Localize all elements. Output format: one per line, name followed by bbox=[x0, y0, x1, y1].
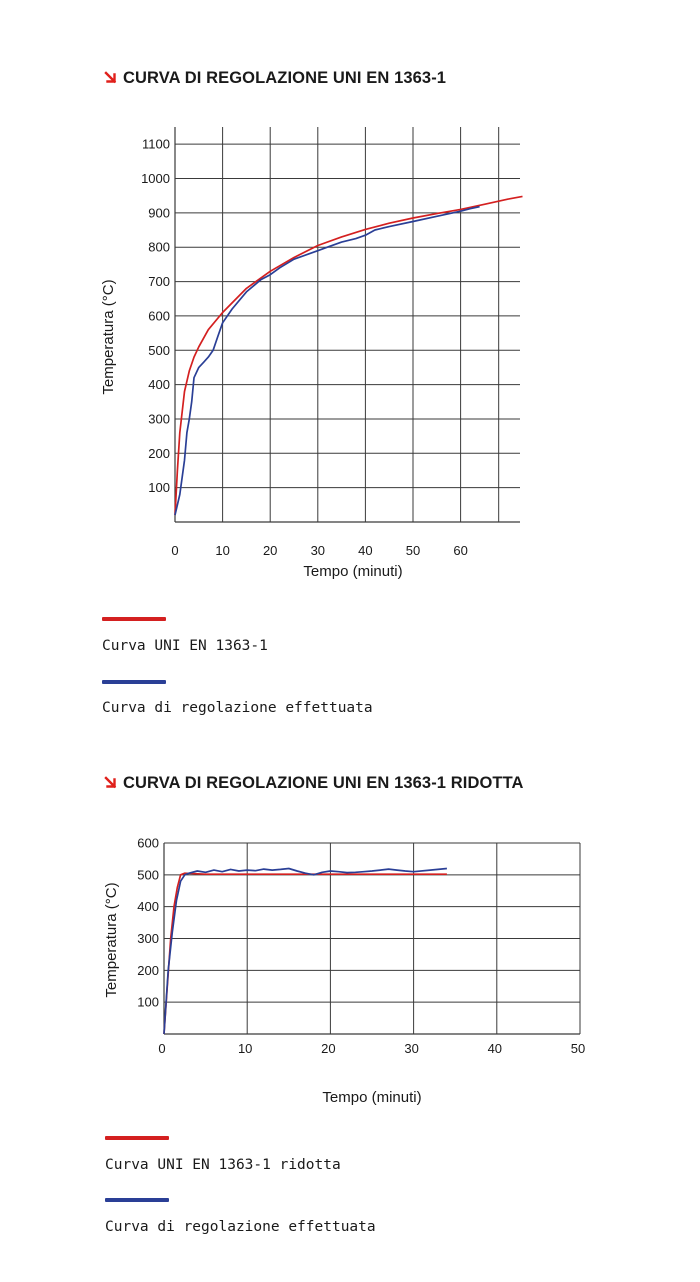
legend1-blue-line bbox=[102, 680, 166, 684]
chart2-xtick-label: 10 bbox=[237, 1041, 253, 1056]
chart1-ytick-label: 500 bbox=[148, 342, 170, 358]
chart2-ytick-label: 600 bbox=[137, 835, 159, 851]
chart1-ytick-label: 1100 bbox=[142, 136, 170, 152]
chart2-ytick-label: 100 bbox=[137, 994, 159, 1010]
chart2-xtick-label: 30 bbox=[404, 1041, 419, 1056]
chart1-xtick-label: 20 bbox=[262, 543, 278, 558]
arrow-down-right-icon bbox=[104, 776, 117, 789]
chart2-ytick-label: 200 bbox=[137, 962, 159, 978]
chart2-title-text: CURVA DI REGOLAZIONE UNI EN 1363-1 RIDOTTA bbox=[123, 774, 524, 792]
chart1-grid bbox=[175, 127, 520, 522]
chart1-x-axis-title: Tempo (minuti) bbox=[303, 563, 403, 580]
chart2-xtick-label: 40 bbox=[487, 1041, 503, 1056]
chart2-xtick-label: 50 bbox=[570, 1041, 586, 1056]
chart1-ytick-label: 300 bbox=[148, 411, 170, 427]
chart1-ytick-label: 400 bbox=[148, 377, 170, 393]
legend2-blue-line bbox=[105, 1198, 169, 1202]
chart1-xtick-label: 50 bbox=[405, 543, 421, 558]
chart1-xtick-label: 40 bbox=[358, 543, 373, 558]
legend1-red-label: Curva UNI EN 1363-1 bbox=[102, 638, 268, 654]
chart2-title bbox=[104, 774, 524, 793]
chart1-y-axis-title: Temperatura (°C) bbox=[100, 279, 117, 395]
chart1-xtick-label: 0 bbox=[171, 543, 179, 558]
legend2-red-label: Curva UNI EN 1363-1 ridotta bbox=[105, 1157, 341, 1173]
chart1-ytick-label: 900 bbox=[148, 205, 170, 221]
chart2-x-axis-title: Tempo (minuti) bbox=[322, 1089, 422, 1106]
legend2-blue-label: Curva di regolazione effettuata bbox=[105, 1219, 376, 1235]
chart2-svg bbox=[0, 828, 700, 1118]
chart1-ytick-label: 100 bbox=[148, 480, 170, 496]
chart1-xtick-label: 60 bbox=[453, 543, 468, 558]
chart2-ytick-label: 400 bbox=[137, 899, 159, 915]
chart1-series-blue-line bbox=[175, 207, 480, 515]
chart1-ytick-label: 1000 bbox=[141, 171, 170, 187]
chart1-xtick-label: 10 bbox=[215, 543, 230, 558]
chart2-xtick-label: 20 bbox=[321, 1041, 336, 1056]
chart2-y-axis-title: Temperatura (°C) bbox=[103, 882, 120, 998]
chart1-svg bbox=[0, 110, 700, 590]
chart2-series-blue-line bbox=[164, 869, 447, 1035]
chart1-ytick-label: 700 bbox=[148, 274, 170, 290]
legend1-blue-label: Curva di regolazione effettuata bbox=[102, 700, 373, 716]
chart2-xtick-label: 0 bbox=[158, 1041, 166, 1056]
chart1-ytick-label: 800 bbox=[148, 239, 170, 255]
chart1-title bbox=[104, 69, 446, 88]
chart2-ytick-label: 500 bbox=[137, 867, 159, 883]
chart1-ytick-label: 600 bbox=[148, 308, 170, 324]
legend2-red-line bbox=[105, 1136, 169, 1140]
chart2-series-red-line bbox=[164, 873, 447, 1034]
arrow-down-right-icon bbox=[104, 71, 117, 84]
chart1-title-text: CURVA DI REGOLAZIONE UNI EN 1363-1 bbox=[123, 69, 447, 87]
chart1-ytick-label: 200 bbox=[148, 445, 170, 461]
chart2-ytick-label: 300 bbox=[137, 931, 159, 946]
chart1-series-red-line bbox=[175, 196, 523, 515]
legend1-red-line bbox=[102, 617, 166, 621]
chart1-xtick-label: 30 bbox=[310, 543, 326, 558]
